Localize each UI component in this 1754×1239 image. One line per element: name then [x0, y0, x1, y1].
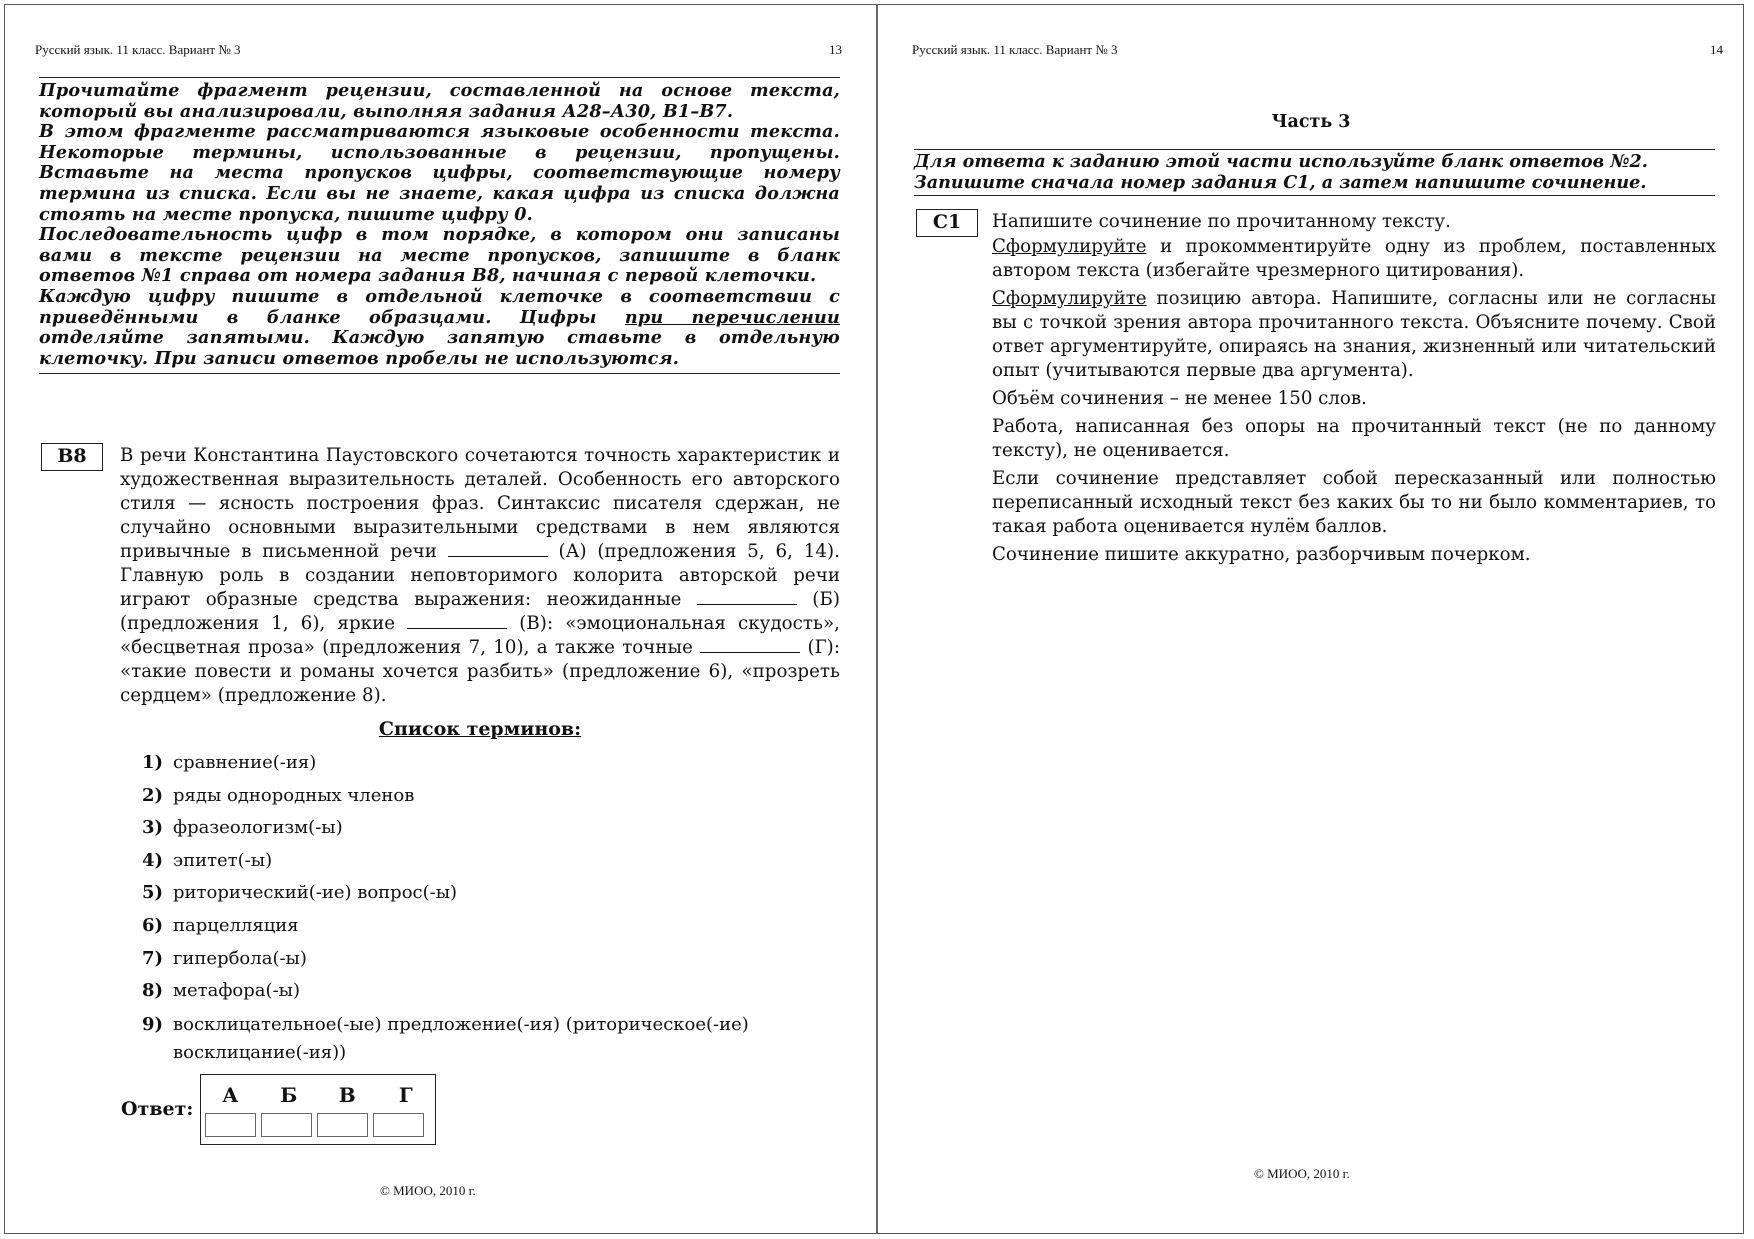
term-text: эпитет(-ы)	[173, 849, 273, 871]
term-number: 9)	[142, 1013, 164, 1035]
c1-text-part: и прокомментируйте одну из проблем, поставленных автором текста (избегайте чрезмерного цитирования).	[992, 236, 1716, 281]
list-item	[142, 848, 822, 873]
c1-paragraph	[992, 235, 1716, 283]
task-number-c1: С1	[916, 209, 978, 237]
list-item	[142, 913, 822, 938]
footer-copyright: © МИОО, 2010 г.	[380, 1183, 476, 1198]
page-number: 13	[829, 42, 842, 57]
list-item	[142, 1011, 822, 1067]
instruction-paragraph: Запишите сначала номер задания С1, а затем напишите сочинение.	[914, 171, 1647, 193]
terms-title: Список терминов:	[378, 718, 582, 740]
instruction-underlined: при перечислении	[624, 306, 840, 328]
c1-paragraph: Сочинение пишите аккуратно, разборчивым почерком.	[992, 544, 1531, 565]
c1-underlined: Сформулируйте	[992, 288, 1147, 309]
term-number: 7)	[142, 947, 164, 969]
answer-label: Ответ:	[121, 1098, 194, 1120]
term-number: 4)	[142, 849, 164, 871]
term-number: 8)	[142, 980, 164, 1002]
c1-paragraph: Работа, написанная без опоры на прочитанный текст (не по данному тексту), не оценивается.	[992, 416, 1716, 461]
c1-paragraph: Если сочинение представляет собой пересказанный или полностью переписанный исходный текст без каких бы то ни было комментариев, то такая работа оценивается нулём баллов.	[992, 468, 1716, 537]
right-page	[878, 4, 1744, 1234]
part-title: Часть 3	[1271, 112, 1351, 132]
term-text: восклицательное(-ые) предложение(-ия) (риторическое(-ие) восклицание(-ия))	[173, 1013, 749, 1063]
list-item	[142, 978, 822, 1003]
running-head: Русский язык. 11 класс. Вариант № 3	[35, 42, 241, 57]
term-number: 2)	[142, 784, 164, 806]
review-part: (Г): «такие повести и романы хочется разбить» (предложение 6), «прозреть сердцем» (предложение 8).	[120, 637, 840, 706]
blank-b	[697, 590, 797, 605]
review-part: (Б) (предложения 1, 6), яркие	[120, 589, 841, 634]
footer-copyright: © МИОО, 2010 г.	[1254, 1166, 1350, 1181]
c1-underlined: Сформулируйте	[992, 236, 1147, 257]
instruction-text: отделяйте запятыми. Каждую запятую ставьте в отдельную клеточку. При записи ответов пробелы не используются.	[39, 327, 840, 369]
answer-letters	[201, 1083, 435, 1107]
term-text: метафора(-ы)	[173, 980, 300, 1002]
left-page	[4, 4, 876, 1234]
c1-text-part: позицию автора. Напишите, согласны или не согласны вы с точкой зрения автора прочитанного текста. Объясните почему. Свой ответ аргументируйте, опираясь на знания, жизненный или читательский опыт (учитываются первые два аргумента).	[992, 288, 1716, 381]
review-part: В речи Константина Паустовского сочетаются точность характеристик и художественная выразительность деталей. Особенность его авторского стиля — ясность построения фраз. Синтаксис писателя сдержан, не случайно основными выразительными средствами в нем являются привычные в письменной речи	[120, 445, 840, 562]
term-text: парцелляция	[173, 914, 299, 936]
blank-g	[700, 638, 800, 653]
term-number: 6)	[142, 914, 164, 936]
answer-table	[200, 1074, 436, 1145]
instruction-paragraph: В этом фрагменте рассматриваются языковые особенности текста. Некоторые термины, использованные в рецензии, пропущены. Вставьте на места пропусков цифры, соответствующие номеру термина из списка. Если вы не знаете, какая цифра из списка должна стоять на месте пропуска, пишите цифру 0.	[39, 121, 840, 225]
answer-letter: Б	[280, 1083, 298, 1107]
term-text: сравнение(-ия)	[173, 752, 317, 773]
list-item	[142, 783, 822, 808]
term-text: фразеологизм(-ы)	[173, 817, 343, 839]
review-text	[120, 444, 840, 708]
instruction-paragraph: Прочитайте фрагмент рецензии, составленной на основе текста, который вы анализировали, выполняя задания А28–А30, В1–В7.	[39, 80, 840, 122]
term-number: 3)	[142, 817, 164, 839]
c1-paragraph: Объём сочинения – не менее 150 слов.	[992, 388, 1367, 409]
list-item	[142, 815, 822, 840]
c1-paragraph	[992, 287, 1716, 383]
instruction-paragraph: Последовательность цифр в том порядке, в котором они записаны вами в тексте рецензии на месте пропусков, запишите в бланк ответов №1 справа от номера задания В8, начиная с первой клеточки.	[39, 224, 840, 287]
blank-a	[448, 542, 548, 557]
term-text: ряды однородных членов	[173, 784, 415, 806]
c1-text	[992, 210, 1716, 571]
instruction-paragraph: Для ответа к заданию этой части используйте бланк ответов №2.	[914, 151, 1648, 172]
answer-letter: Г	[398, 1083, 413, 1107]
terms-list	[142, 750, 822, 1074]
instruction-paragraph	[39, 287, 840, 369]
task-number-b8: В8	[41, 443, 103, 471]
answer-cell-g[interactable]	[373, 1113, 424, 1137]
review-part: (А) (предложения 5, 6, 14). Главную роль в создании неповторимого колорита авторской речи играют образные средства выражения: неожиданные	[120, 541, 840, 610]
list-item	[142, 750, 822, 775]
instructions-block	[39, 77, 840, 374]
running-head: Русский язык. 11 класс. Вариант № 3	[912, 42, 1118, 57]
answer-letter: В	[338, 1083, 356, 1107]
answer-cells	[205, 1113, 424, 1137]
term-number: 1)	[142, 752, 164, 773]
term-text: риторический(-ие) вопрос(-ы)	[173, 882, 458, 904]
term-number: 5)	[142, 882, 164, 904]
review-part: (В): «эмоциональная скудость», «бесцветная проза» (предложения 7, 10), а также точные	[120, 613, 840, 658]
answer-cell-v[interactable]	[317, 1113, 368, 1137]
page-number: 14	[1710, 42, 1723, 57]
instructions-block	[914, 149, 1715, 196]
list-item	[142, 946, 822, 971]
instruction-text: Каждую цифру пишите в отдельной клеточке в соответствии с приведёнными в бланке образцами. Цифры	[39, 285, 840, 328]
answer-cell-b[interactable]	[261, 1113, 312, 1137]
answer-cell-a[interactable]	[205, 1113, 256, 1137]
list-item	[142, 880, 822, 905]
answer-letter: А	[222, 1083, 239, 1107]
term-text: гипербола(-ы)	[173, 947, 307, 969]
c1-intro: Напишите сочинение по прочитанному тексту.	[992, 211, 1451, 232]
blank-v	[407, 614, 507, 629]
